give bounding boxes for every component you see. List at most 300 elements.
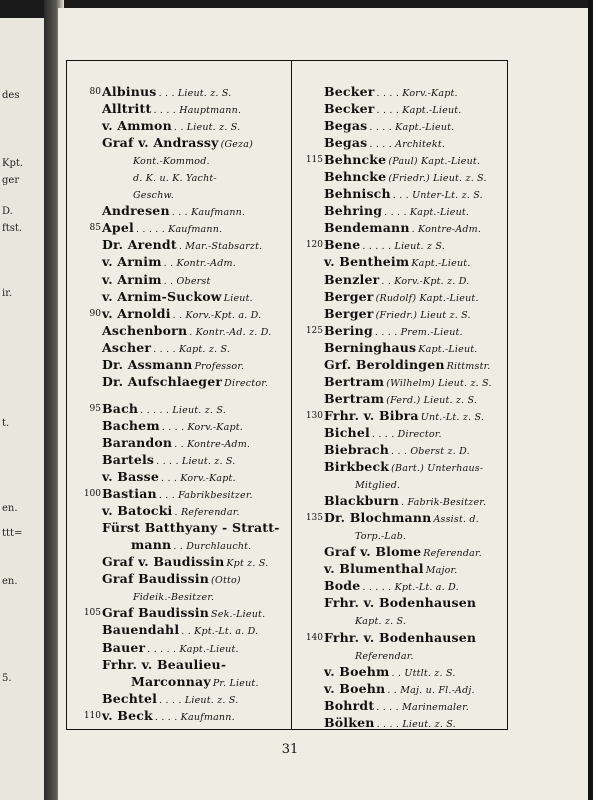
entry-name-text: Becker [324,84,375,99]
entry-name-text: Albinus [102,84,157,99]
entry-name-text: Frhr. v. Bodenhausen [324,629,477,645]
list-item [293,577,505,594]
entry-detail: . . . Oberst z. D. [391,445,470,457]
left-page-text-fragment: Kpt. [2,158,24,169]
entry-name [102,657,228,672]
member-list-frame [66,60,508,730]
entry-name [102,640,239,655]
entry-detail: Kpt z. S. [226,558,269,570]
entry-name-text: Berger [324,288,374,304]
entry-detail: (Friedr.) Lieut z. S. [375,309,471,321]
entry-name-text: Apel [102,220,134,236]
entry-name-text: Alltritt [102,101,152,117]
entry-detail: Geschw. [133,190,174,202]
entry-name [102,708,235,723]
list-item [293,680,505,697]
entry-detail: . . . . Marinemaler. [376,701,470,713]
entry-detail: . . Durchlaucht. [173,541,252,553]
entry-detail: (Paul) Kapt.-Lieut. [388,156,481,168]
entry-name-text: v. Arnim [102,271,162,287]
list-item [71,502,291,519]
entry-detail: . . . . Kapt.-Lieut. [369,122,455,134]
entry-detail: Torp.-Lab. [355,531,407,543]
entry-number: 90 [89,308,101,319]
entry-detail: Referendar. [355,650,414,662]
entry-detail: d. K. u. K. Yacht- [133,173,217,185]
entry-name-text: Andresen [102,203,170,219]
entry-name [324,595,478,610]
list-item [293,560,505,577]
entry-detail: . . . . Kapt.-Lieut. [376,105,462,117]
entry-name [324,306,471,321]
entry-name [324,408,484,423]
entry-detail: Unt.-Lt. z. S. [420,411,485,423]
entry-name [324,425,442,440]
list-item [293,288,505,305]
entry-detail: (Rudolf) Kapt.-Lieut. [375,292,479,304]
entry-detail: Kapt. z. S. [355,616,407,628]
entry-name [324,357,491,372]
entry-detail: Kapt.-Lieut. [418,343,478,355]
entry-name-text: Behring [324,203,383,219]
left-page-text-fragment: ftst. [2,223,23,234]
entry-detail: . . . . Architekt. [369,139,446,151]
entry-name [324,442,470,457]
entry-name-text: Fürst Batthyany - Stratt- [102,520,280,536]
entry-name [131,674,259,689]
entry-detail: Kont.-Kommod. [133,156,210,168]
entry-detail: . . . . . Kaufmann. [135,224,223,236]
entry-detail: Kapt.-Lieut. [411,258,471,270]
entry-name-text: Bohrdt [324,697,375,713]
entry-name-text: Bechtel [102,690,158,706]
list-item [293,134,505,151]
entry-detail: Mitglied. [355,480,401,492]
entry-name [102,220,222,235]
entry-detail: . . . . . Kpt.-Lt. a. D. [362,582,459,594]
entry-detail: . Kontr.-Ad. z. D. [189,326,272,338]
list-item [293,714,505,731]
entry-name [102,289,253,304]
entry-name-text: Begas [324,118,368,134]
list-item [293,543,505,560]
list-item [293,475,505,492]
entry-detail: . . . . Korv.-Kapt. [161,421,243,433]
entry-detail: . . Korv.-Kpt. a. D. [172,309,262,321]
entry-name-text: v. Arnoldi [102,305,171,321]
entry-name [324,135,445,150]
entry-detail: (Friedr.) Lieut. z. S. [388,173,487,185]
entry-detail: . . . Fabrikbesitzer. [158,490,253,502]
entry-detail: . . Lieut. z. S. [173,122,241,134]
entry-name-text: Bertram [324,373,385,389]
list-item [293,407,505,424]
entry-detail: Major. [425,565,458,577]
entry-name [102,452,236,467]
list-item [293,185,505,202]
entry-name [324,289,479,304]
list-item [71,417,291,434]
entry-detail: Sek.-Lieut. [211,609,266,621]
entry-number: 130 [305,410,323,421]
entry-detail: . . . . Kapt. z. S. [153,343,231,355]
entry-name-text: Benzler [324,271,380,287]
entry-detail: . . . . Director. [371,428,442,440]
entry-name-text: Ascher [102,339,152,355]
entry-detail: . . . Lieut. z. S. [158,88,232,99]
list-item [71,587,291,604]
entry-name-text: Dr. Aufschlaeger [102,373,223,389]
list-item [293,509,505,526]
entry-name [324,237,445,252]
entry-name-text: Graf v. Andrassy [102,135,219,151]
list-item [71,322,291,339]
entry-name [102,605,265,620]
entry-number: 135 [305,513,323,524]
list-item [293,271,505,288]
entry-number: 115 [305,155,323,166]
entry-name [353,527,406,542]
entry-name [353,612,406,627]
list-item [293,219,505,236]
list-item [293,168,505,185]
entry-detail: (Bart.) Unterhaus- [391,463,484,475]
left-page-text-fragment: t. [2,418,10,429]
entry-name [324,459,483,474]
entry-name [324,391,477,406]
entry-name [324,578,459,593]
entry-name-text: Behnisch [324,186,391,202]
entry-name [102,323,271,338]
list-item [293,458,505,475]
entry-name [102,520,282,535]
list-item [71,519,291,536]
entry-name [324,169,487,184]
entry-name-text: Barandon [102,434,173,450]
entry-name [102,272,210,287]
entry-name-text: Bastian [102,486,157,502]
entry-name-text: Graf v. Baudissin [102,554,225,570]
list-item [71,100,291,117]
entry-name [131,588,214,603]
entry-name [324,272,469,287]
entry-detail: Referendar. [423,548,482,560]
list-item [71,485,291,502]
entry-name-text: Grf. Beroldingen [324,356,445,372]
entry-name-text: Bauendahl [102,622,180,638]
entry-name [102,486,253,501]
entry-name [102,374,268,389]
entry-detail: . Mar.-Stabsarzt. [178,241,263,253]
entry-name-text: Bendemann [324,220,410,236]
entry-name [102,101,241,116]
entry-number: 110 [83,710,101,721]
entry-name [102,306,261,321]
list-item [71,570,291,587]
entry-detail: . . Kpt.-Lt. a. D. [181,626,259,638]
entry-name [324,101,462,116]
entry-name [324,698,469,713]
entry-detail: . . . Korv.-Kapt. [161,473,236,485]
entry-detail: . . Kontre-Adm. [174,438,251,450]
entry-name-text: Birkbeck [324,459,390,475]
entry-name [102,418,243,433]
entry-name-text: Becker [324,101,375,117]
list-item [293,322,505,339]
entry-detail: . . Uttlt. z. S. [391,667,456,679]
list-item [71,553,291,570]
list-item [71,356,291,373]
entry-name-text: Bachem [102,417,160,433]
list-item [71,690,291,707]
entry-name [102,554,268,569]
entry-name-text: v. Arnim [102,254,162,270]
entry-name-text: Dr. Assmann [102,356,193,372]
entry-detail: Assist. d. [433,514,479,526]
entry-name [102,254,236,269]
entry-name-text: Biebrach [324,441,389,457]
list-item [71,604,291,621]
entry-name-text: Bering [324,322,373,338]
list-item [293,253,505,270]
left-page-text-fragment: ttt= [2,528,23,539]
entry-name [102,118,240,133]
entry-name-text: Bene [324,237,361,253]
entry-name [102,622,258,637]
entry-name-text: Bölken [324,714,375,730]
entry-name [131,169,217,184]
entry-name [324,561,457,576]
entry-detail: . . . . Korv.-Kapt. [376,88,458,99]
entry-name-text: Frhr. v. Bodenhausen [324,595,477,611]
page-number: 31 [281,742,299,757]
entry-detail: . . . . Lieut. z. S. [159,694,239,706]
left-page-text-fragment: 5. [2,673,12,684]
list-item [71,236,291,253]
entry-name [102,340,230,355]
entry-name-text: v. Boehm [324,663,390,679]
entry-name [353,476,400,491]
entry-detail: . . . . Prem.-Lieut. [374,326,463,338]
entry-name [324,544,482,559]
list-item [293,356,505,373]
entry-name-text: Bode [324,578,361,594]
entry-name [102,571,241,586]
list-item [71,639,291,656]
list-item [293,646,505,663]
entry-detail: . . . . Kapt.-Lieut. [384,207,470,219]
list-item [71,707,291,724]
list-item [293,202,505,219]
entry-name-text: v. Boehn [324,680,386,696]
entry-name [324,118,454,133]
entry-detail: . . Maj. u. Fl.-Adj. [387,684,475,696]
list-item [293,305,505,322]
entry-name-text: v. Batocki [102,503,173,519]
entry-name-text: Marconnay [131,673,211,689]
list-item [293,697,505,714]
list-item [71,83,291,100]
entry-name [102,469,236,484]
entry-name [324,203,469,218]
column-divider [291,61,292,729]
list-item [293,526,505,543]
entry-name-text: Frhr. v. Bibra [324,407,419,423]
entry-detail: . . Kontr.-Adm. [163,258,236,270]
left-page-text-fragment: ger [2,175,20,186]
entry-detail: . . . . Lieut. z. S. [376,718,456,730]
right-column [293,83,505,731]
entry-detail: . . . . Lieut. z. S. [156,455,236,467]
list-item [293,663,505,680]
entry-name [324,254,471,269]
entry-name-text: Aschenborn [102,322,188,338]
list-item [293,441,505,458]
list-item [71,185,291,202]
entry-detail: Rittmstr. [446,360,491,372]
entry-number: 120 [305,240,323,251]
entry-detail: (Ferd.) Lieut. z. S. [386,394,478,406]
entry-name-text: v. Arnim-Suckow [102,288,222,304]
entry-detail: Director. [224,377,269,389]
entry-name [324,323,463,338]
entry-name-text: v. Basse [102,469,160,485]
entry-name-text: mann [131,537,172,553]
page-edge-shadow [588,0,593,800]
entry-name [324,715,456,730]
entry-detail: . Referendar. [174,507,240,519]
entry-name-text: Blackburn [324,493,399,509]
left-page-text-fragment: des [2,90,20,101]
entry-name-text: Behncke [324,152,387,168]
entry-name-text: Bauer [102,639,146,655]
entry-detail: . . . . . Lieut. z S. [362,241,445,253]
entry-name-text: Bichel [324,424,370,440]
list-item [293,629,505,646]
left-page-text-fragment: en. [2,576,18,587]
entry-name-text: Bartels [102,451,155,467]
entry-name [102,135,253,150]
list-item [293,236,505,253]
entry-detail: . . . . Hauptmann. [153,105,242,117]
entry-number: 105 [83,608,101,619]
list-item [71,373,291,390]
list-item [71,253,291,270]
entry-detail: Fideik.-Besitzer. [133,592,215,604]
entry-name [324,186,483,201]
entry-name [102,357,244,372]
entry-name [324,220,481,235]
entry-name-text: Graf Baudissin [102,605,210,621]
entry-name [102,401,226,416]
entry-name-text: Behncke [324,169,387,185]
entry-number: 85 [89,223,101,234]
list-item [71,536,291,553]
entry-number: 140 [305,632,323,643]
list-item [71,202,291,219]
entry-detail: . . . . Kaufmann. [154,711,235,723]
entry-detail: . . . Kaufmann. [171,207,246,219]
entry-name [353,647,414,662]
entry-name-text: Begas [324,135,368,151]
entry-name [102,435,250,450]
entry-number: 100 [83,489,101,500]
entry-name-text: Graf Baudissin [102,571,210,587]
list-item [71,288,291,305]
list-item [71,219,291,236]
list-item [293,492,505,509]
left-page-text-fragment: ir. [2,288,13,299]
list-item [71,271,291,288]
entry-name [324,493,486,508]
list-item [71,621,291,638]
entry-detail: . Kontre-Adm. [411,224,482,236]
entry-name-text: v. Blumenthal [324,561,424,577]
entry-detail: . Fabrik-Besitzer. [401,497,487,509]
entry-name-text: Dr. Arendt [102,237,177,253]
entry-number: 80 [89,87,101,97]
list-item [71,400,291,417]
entry-detail: Lieut. [223,292,253,304]
list-item [293,151,505,168]
entry-name [102,237,262,252]
entry-name [324,681,475,696]
entry-name [102,691,238,706]
list-item [293,100,505,117]
entry-detail: . . . . . Kapt.-Lieut. [147,643,239,655]
entry-name-text: Dr. Blochmann [324,510,432,526]
entry-name [102,503,240,518]
left-page-text-fragment: D. [2,206,13,217]
entry-number: 125 [305,325,323,336]
list-item [71,117,291,134]
entry-name [324,664,456,679]
list-item [71,434,291,451]
list-item [293,594,505,611]
list-item [293,424,505,441]
entry-name [324,340,478,355]
entry-name [324,510,479,525]
list-item [71,339,291,356]
entry-name [102,84,231,99]
entry-name [324,374,492,389]
entry-detail: Pr. Lieut. [212,677,259,689]
list-item [293,339,505,356]
entry-name [324,84,458,99]
book-page [58,8,588,800]
list-item [293,611,505,628]
left-page-edge [0,18,45,800]
entry-detail: Professor. [194,360,245,372]
list-item [71,451,291,468]
entry-name-text: Bach [102,400,139,416]
entry-name-text: Frhr. v. Beaulieu- [102,656,227,672]
entry-detail: (Wilhelm) Lieut. z. S. [386,377,492,389]
entry-name [131,537,251,552]
list-item [71,673,291,690]
entry-name [131,152,210,167]
list-item [293,373,505,390]
list-item [71,656,291,673]
list-item [293,117,505,134]
list-item [71,305,291,322]
entry-detail: . . Korv.-Kpt. z. D. [381,275,470,287]
left-column [71,83,291,724]
entry-name [324,630,478,645]
list-item [293,83,505,100]
list-item [71,468,291,485]
entry-detail: (Geza) [220,139,254,151]
